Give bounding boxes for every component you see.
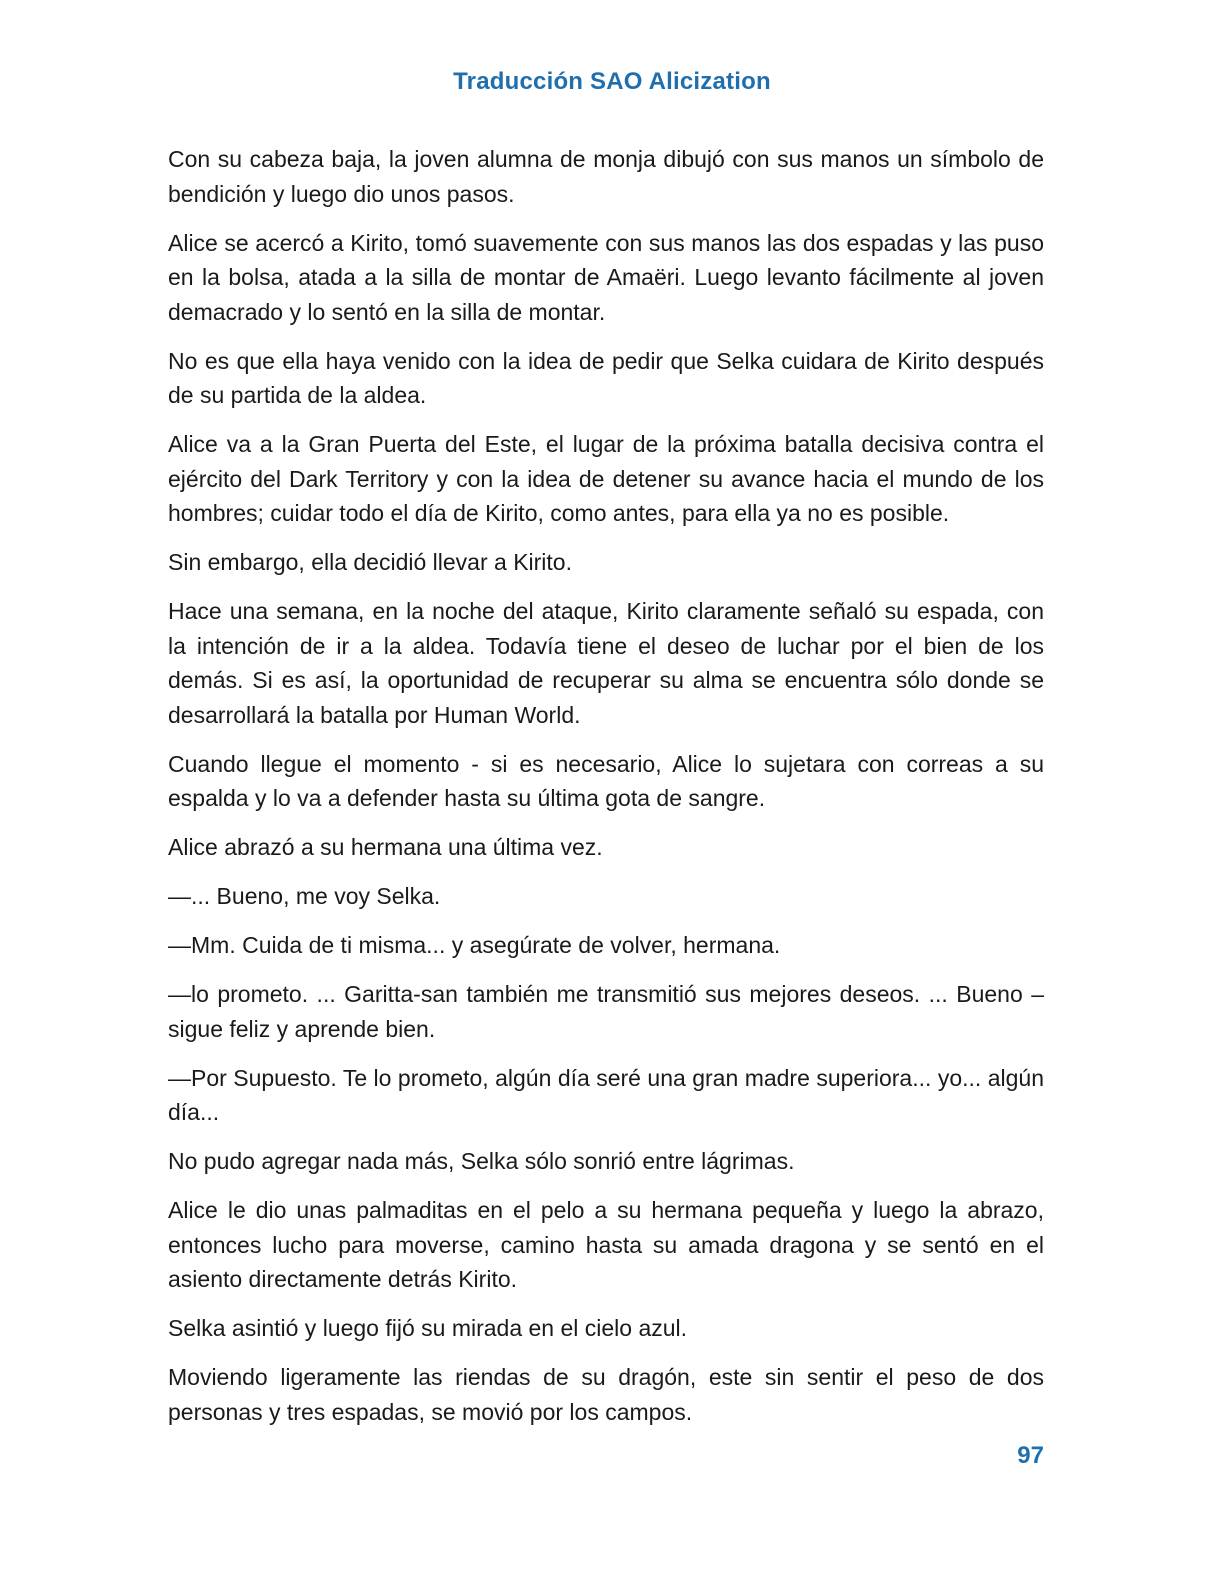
paragraph: Alice abrazó a su hermana una última vez.: [168, 834, 603, 860]
paragraph: Moviendo ligeramente las riendas de su dragón, este sin sentir el peso de dos personas y tres espadas, se movió por los campos.: [168, 1364, 1044, 1425]
dialogue-line: —lo prometo. ... Garitta-san también me transmitió sus mejores deseos. ... Bueno – sigue feliz y aprende bien.: [168, 981, 1044, 1042]
paragraph: Sin embargo, ella decidió llevar a Kirito.: [168, 549, 572, 575]
paragraph: Alice va a la Gran Puerta del Este, el lugar de la próxima batalla decisiva contra el ejército del Dark Territory y con la idea de detener su avance hacia el mundo de los hombres; cuidar todo el día de Kirito, como antes, para ella ya no es posible.: [168, 431, 1044, 526]
paragraph: Hace una semana, en la noche del ataque, Kirito claramente señaló su espada, con la intención de ir a la aldea. Todavía tiene el deseo de luchar por el bien de los demás. Si es así, la oportunidad de recuperar su alma se encuentra sólo donde se desarrollará la batalla por Human World.: [168, 598, 1044, 728]
page-number: 97: [1017, 1442, 1044, 1469]
dialogue-line: —Por Supuesto. Te lo prometo, algún día seré una gran madre superiora... yo... algún día...: [168, 1064, 1044, 1125]
paragraph: Cuando llegue el momento - si es necesario, Alice lo sujetara con correas a su espalda y lo va a defender hasta su última gota de sangre.: [168, 750, 1044, 811]
dialogue-line: —... Bueno, me voy Selka.: [168, 883, 441, 909]
document-body: [168, 142, 1044, 1444]
paragraph: Alice le dio unas palmaditas en el pelo a su hermana pequeña y luego la abrazo, entonces lucho para moverse, camino hasta su amada dragona y se sentó en el asiento directamente detrás Kirito.: [168, 1197, 1044, 1292]
paragraph: No es que ella haya venido con la idea de pedir que Selka cuidara de Kirito después de su partida de la aldea.: [168, 347, 1044, 408]
dialogue-line: —Mm. Cuida de ti misma... y asegúrate de volver, hermana.: [168, 932, 781, 958]
paragraph: Alice se acercó a Kirito, tomó suavemente con sus manos las dos espadas y las puso en la bolsa, atada a la silla de montar de Amaëri. Luego levanto fácilmente al joven demacrado y lo sentó en la silla de montar.: [168, 229, 1044, 325]
paragraph: Con su cabeza baja, la joven alumna de monja dibujó con sus manos un símbolo de bendición y luego dio unos pasos.: [168, 146, 1044, 207]
page-header-title: Traducción SAO Alicization: [453, 68, 771, 95]
paragraph: No pudo agregar nada más, Selka sólo sonrió entre lágrimas.: [168, 1148, 795, 1174]
paragraph: Selka asintió y luego fijó su mirada en el cielo azul.: [168, 1315, 688, 1341]
